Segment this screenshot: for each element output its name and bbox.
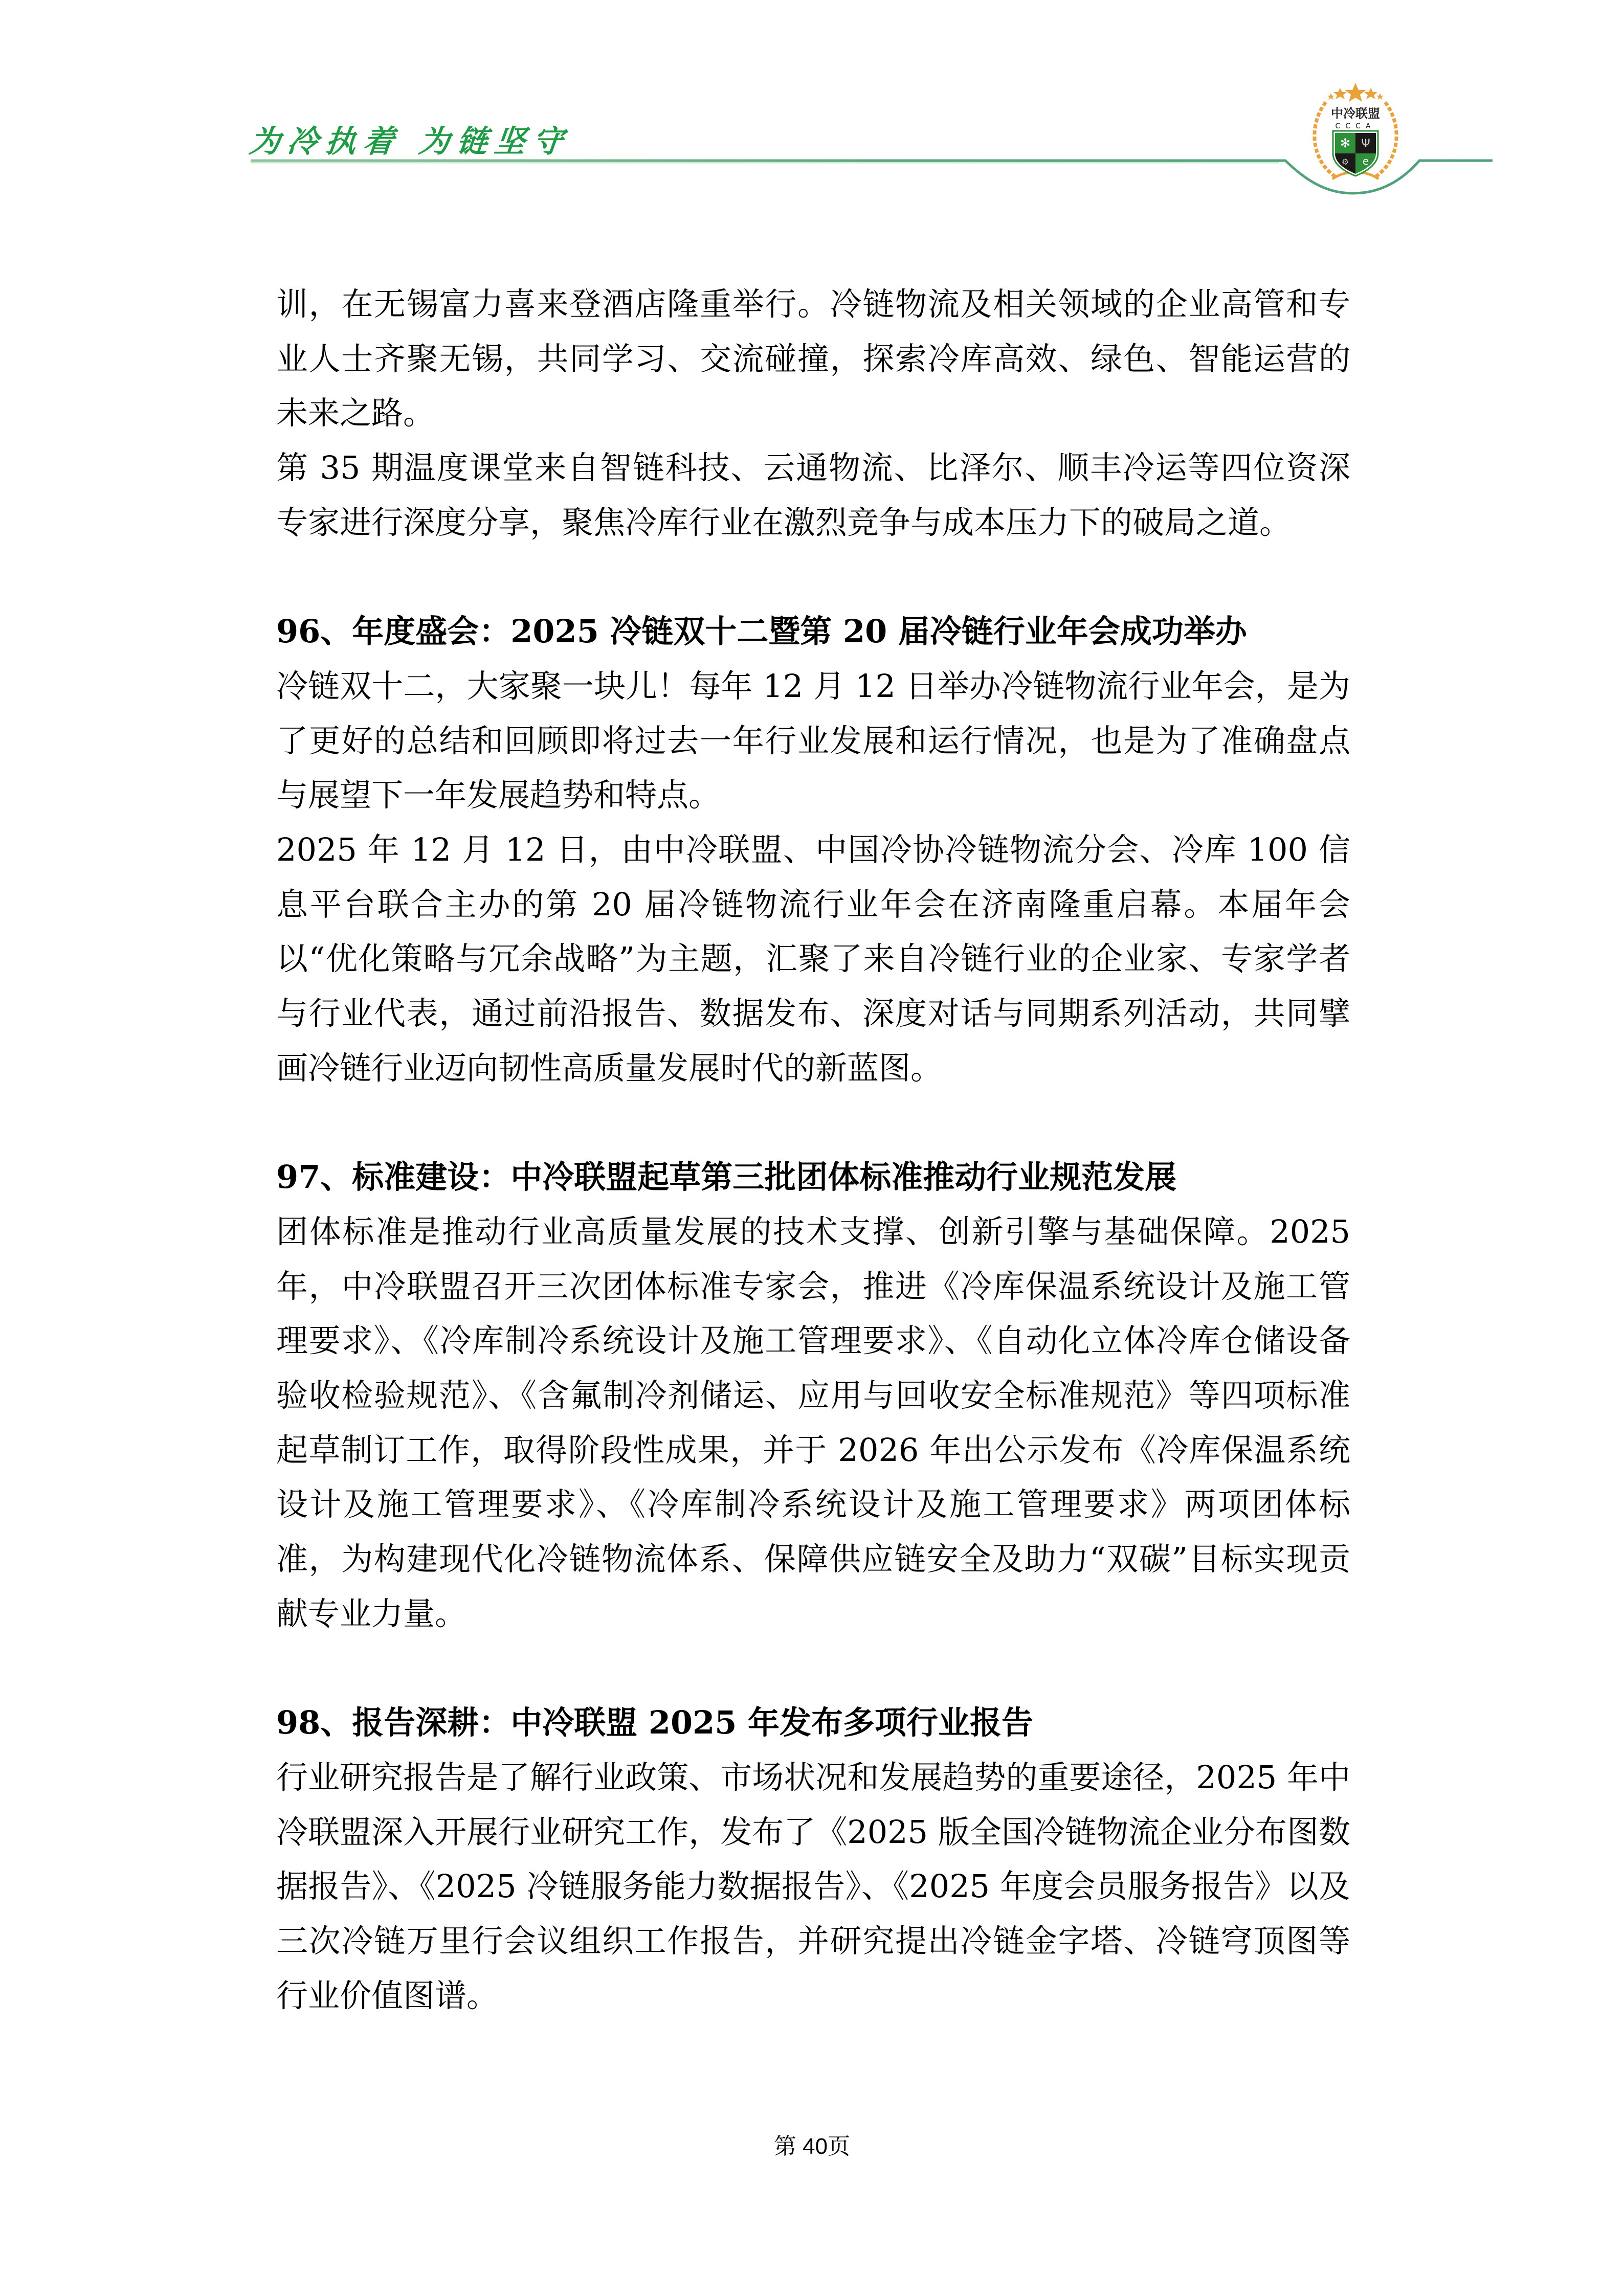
- header-rule: [0, 0, 1624, 215]
- body-paragraph: 第 35 期温度课堂来自智链科技、云通物流、比泽尔、顺丰冷运等四位资深专家进行深度分享，聚焦冷库行业在激烈竞争与成本压力下的破局之道。: [276, 449, 1350, 541]
- document-body: [276, 277, 1350, 2023]
- page-number: 第 40页: [773, 2134, 851, 2159]
- body-paragraph: 2025 年 12 月 12 日，由中冷联盟、中国冷协冷链物流分会、冷库 100 信息平台联合主办的第 20 届冷链物流行业年会在济南隆重启幕。本届年会以“优化策略与冗余战略”为主题，汇聚了来自冷链行业的企业家、专家学者与行业代表，通过前沿报告、数据发布、深度对话与同期系列活动，共同擘画冷链行业迈向韧性高质量发展时代的新蓝图。: [276, 831, 1350, 1087]
- body-paragraph: 团体标准是推动行业高质量发展的技术支撑、创新引擎与基础保障。2025 年，中冷联盟召开三次团体标准专家会，推进《冷库保温系统设计及施工管理要求》、《冷库制冷系统设计及施工管理要求》、《自动化立体冷库仓储设备验收检验规范》、《含氟制冷剂储运、应用与回收安全标准规范》等四项标准起草制订工作，取得阶段性成果，并于 2026 年出公示发布《冷库保温系统设计及施工管理要求》、《冷库制冷系统设计及施工管理要求》两项团体标准，为构建现代化冷链物流体系、保障供应链安全及助力“双碳”目标实现贡献专业力量。: [276, 1212, 1350, 1632]
- svg-text:✻: ✻: [1340, 136, 1351, 150]
- ccca-logo: [1315, 83, 1396, 179]
- section-spacer: [276, 550, 1350, 605]
- page-header: [0, 0, 1624, 215]
- svg-text:中冷联盟: 中冷联盟: [1331, 106, 1380, 121]
- header-slogan: 为冷执着 为链坚守: [248, 124, 572, 160]
- section-heading-98: 98、报告深耕：中冷联盟 2025 年发布多项行业报告: [276, 1704, 1034, 1742]
- svg-text:CCCA: CCCA: [1335, 122, 1376, 130]
- section-spacer: [276, 1641, 1350, 1696]
- body-paragraph: 训，在无锡富力喜来登酒店隆重举行。冷链物流及相关领域的企业高管和专业人士齐聚无锡，共同学习、交流碰撞，探索冷库高效、绿色、智能运营的未来之路。: [276, 285, 1350, 432]
- body-paragraph: 行业研究报告是了解行业政策、市场状况和发展趋势的重要途径，2025 年中冷联盟深入开展行业研究工作，发布了《2025 版全国冷链物流企业分布图数据报告》、《2025 冷链服务能力数据报告》、《2025 年度会员服务报告》以及三次冷链万里行会议组织工作报告，并研究提出冷链金字塔、冷链穹顶图等行业价值图谱。: [276, 1758, 1350, 2014]
- section-spacer: [276, 1096, 1350, 1151]
- svg-text:⚙: ⚙: [1341, 157, 1349, 167]
- body-paragraph: 冷链双十二，大家聚一块儿！每年 12 月 12 日举办冷链物流行业年会，是为了更好的总结和回顾即将过去一年行业发展和运行情况，也是为了准确盘点与展望下一年发展趋势和特点。: [276, 667, 1350, 814]
- svg-text:e: e: [1362, 155, 1369, 167]
- section-heading-97: 97、标准建设：中冷联盟起草第三批团体标准推动行业规范发展: [276, 1158, 1177, 1196]
- section-heading-96: 96、年度盛会：2025 冷链双十二暨第 20 届冷链行业年会成功举办: [276, 613, 1247, 650]
- svg-text:Ψ: Ψ: [1361, 138, 1370, 150]
